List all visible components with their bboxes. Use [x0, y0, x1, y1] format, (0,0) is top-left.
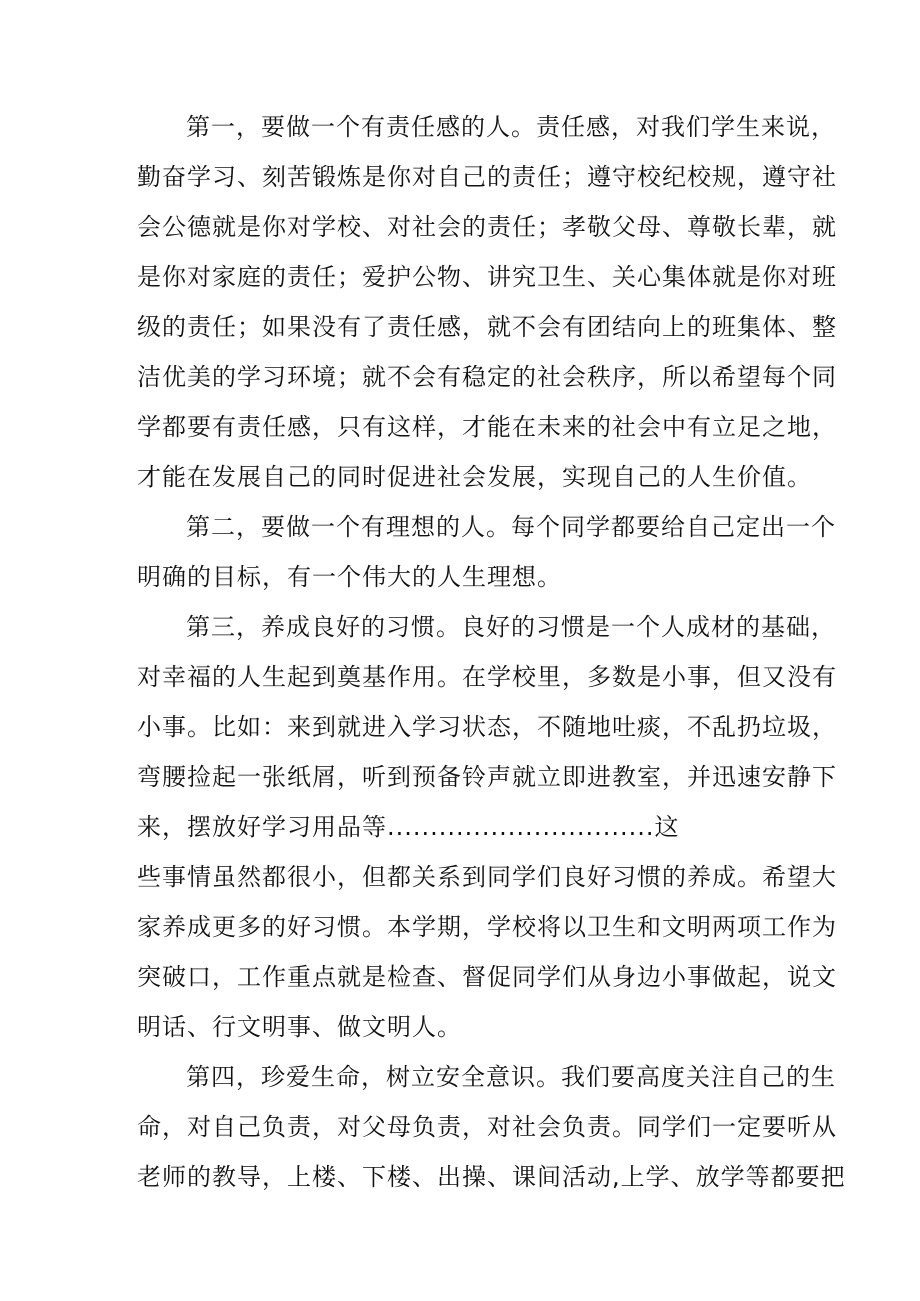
- paragraph-2-line-1: 第二，要做一个有理想的人。每个同学都要给自己定出一个: [186, 513, 836, 541]
- paragraph-3-line-9: 明话、行文明事、做文明人。: [137, 1013, 462, 1041]
- paragraph-1-line-8: 才能在发展自己的同时促进社会发展，实现自己的人生价值。: [137, 463, 812, 491]
- paragraph-3-line-8: 突破口，工作重点就是检查、督促同学们从身边小事做起，说文: [137, 963, 837, 991]
- paragraph-1-line-1: 第一，要做一个有责任感的人。责任感，对我们学生来说，: [186, 113, 836, 141]
- paragraph-3-line-7: 家养成更多的好习惯。本学期，学校将以卫生和文明两项工作为: [137, 913, 837, 941]
- paragraph-1-line-5: 级的责任；如果没有了责任感，就不会有团结向上的班集体、整: [137, 313, 837, 341]
- paragraph-3-line-4: 弯腰捡起一张纸屑，听到预备铃声就立即进教室，并迅速安静下: [137, 763, 837, 791]
- paragraph-3-line-1: 第三，养成良好的习惯。良好的习惯是一个人成材的基础，: [186, 613, 836, 641]
- paragraph-3-line-5: 来，摆放好学习用品等...............................这: [137, 813, 680, 841]
- paragraph-4-line-1: 第四，珍爱生命，树立安全意识。我们要高度关注自己的生: [186, 1063, 836, 1091]
- paragraph-2-line-2: 明确的目标，有一个伟大的人生理想。: [137, 563, 562, 591]
- paragraph-3-line-3: 小事。比如：来到就进入学习状态，不随地吐痰，不乱扔垃圾，: [137, 713, 837, 741]
- paragraph-1-line-6: 洁优美的学习环境；就不会有稳定的社会秩序，所以希望每个同: [137, 363, 837, 391]
- paragraph-1-line-4: 是你对家庭的责任；爱护公物、讲究卫生、关心集体就是你对班: [137, 263, 837, 291]
- paragraph-4-line-2: 命，对自己负责，对父母负责，对社会负责。同学们一定要听从: [137, 1113, 837, 1141]
- paragraph-3-line-2: 对幸福的人生起到奠基作用。在学校里，多数是小事，但又没有: [137, 663, 837, 691]
- paragraph-4-line-3: 老师的教导，上楼、下楼、出操、课间活动,上学、放学等都要把: [137, 1163, 846, 1191]
- paragraph-1-line-7: 学都要有责任感，只有这样，才能在未来的社会中有立足之地，: [137, 413, 837, 441]
- paragraph-3-line-6: 些事情虽然都很小，但都关系到同学们良好习惯的养成。希望大: [137, 863, 837, 891]
- paragraph-1-line-2: 勤奋学习、刻苦锻炼是你对自己的责任；遵守校纪校规，遵守社: [137, 163, 837, 191]
- paragraph-1-line-3: 会公德就是你对学校、对社会的责任；孝敬父母、尊敬长辈，就: [137, 213, 837, 241]
